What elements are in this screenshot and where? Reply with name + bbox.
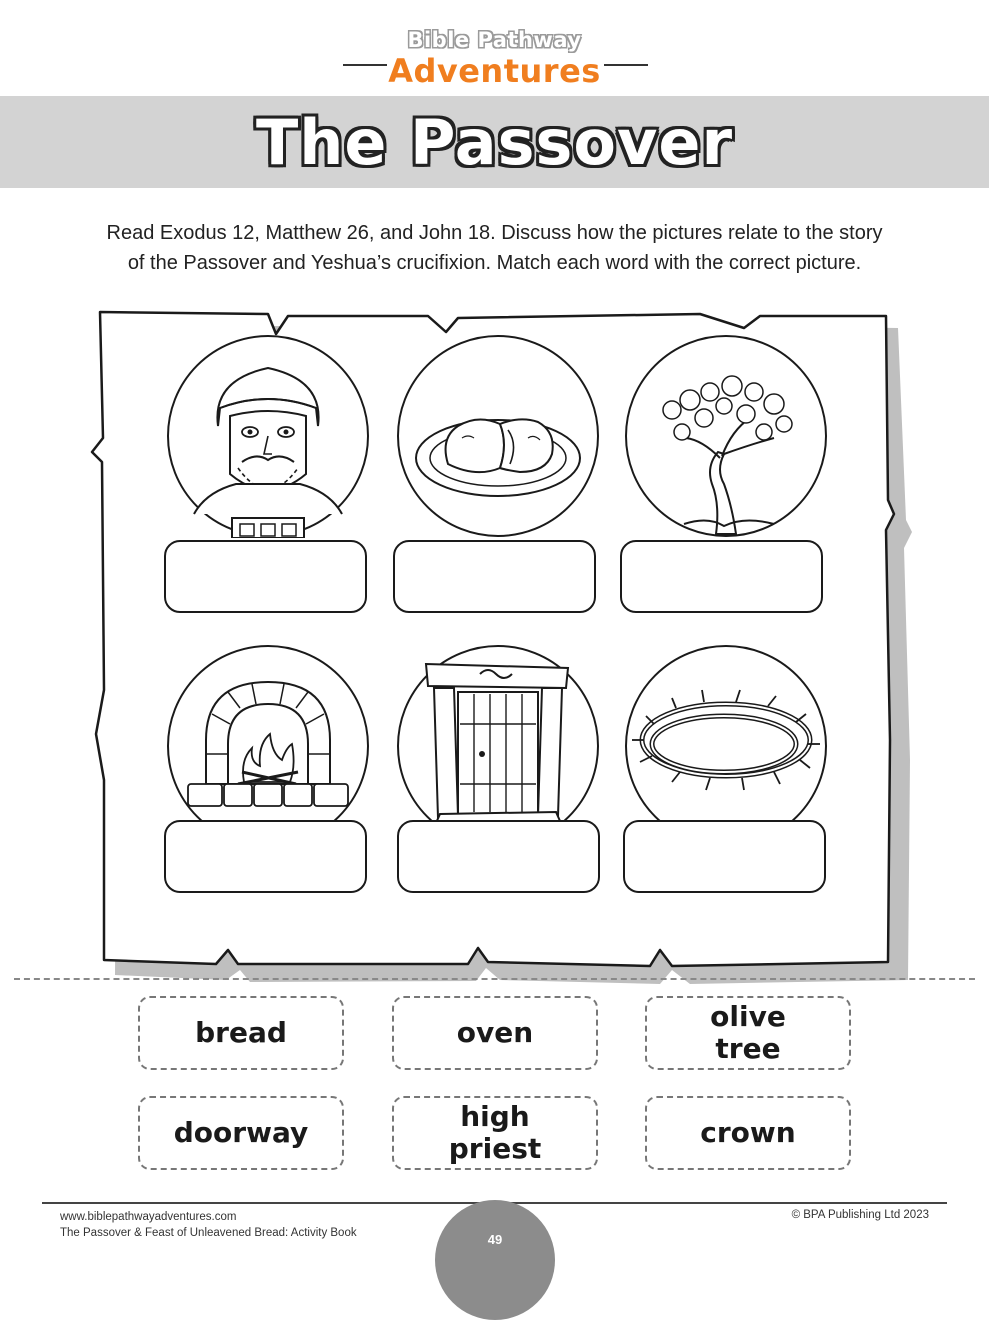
logo-line-1: Bible Pathway <box>407 28 582 52</box>
instructions-line-2: of the Passover and Yeshua’s crucifixion. Match each word with the correct picture. <box>127 252 862 274</box>
word-card-line-1: olive <box>710 1000 786 1033</box>
word-card-text: doorway <box>173 1116 309 1149</box>
title-banner <box>0 96 989 188</box>
word-card-line-1: high <box>460 1100 530 1133</box>
instructions-line-1: Read Exodus 12, Matthew 26, and John 18. Discuss how the pictures relate to the story <box>106 222 883 244</box>
olive-tree-picture <box>624 334 828 538</box>
footer-copyright: © BPA Publishing Ltd 2023 <box>791 1209 929 1221</box>
answer-box-6[interactable] <box>623 820 826 893</box>
word-card-bread[interactable] <box>138 996 344 1070</box>
word-card-oven[interactable] <box>392 996 598 1070</box>
word-card-olive-tree[interactable] <box>645 996 851 1070</box>
word-card-text <box>420 1101 570 1165</box>
oven-picture <box>166 644 370 848</box>
answer-box-2[interactable] <box>393 540 596 613</box>
footer-website-link[interactable]: www.biblepathwayadventures.com <box>60 1211 237 1223</box>
word-card-doorway[interactable] <box>138 1096 344 1170</box>
page-title: The Passover <box>255 105 734 179</box>
word-card-text: crown <box>700 1116 796 1149</box>
page-number-tab <box>435 1200 555 1320</box>
word-card-line-2: priest <box>448 1132 542 1165</box>
answer-box-1[interactable] <box>164 540 367 613</box>
word-card-text <box>673 1001 823 1065</box>
word-card-text: oven <box>456 1016 534 1049</box>
footer-left <box>60 1209 357 1241</box>
page-number: 49 <box>487 1232 503 1247</box>
answer-box-4[interactable] <box>164 820 367 893</box>
answer-box-5[interactable] <box>397 820 600 893</box>
bread-picture <box>396 334 600 538</box>
answer-box-3[interactable] <box>620 540 823 613</box>
doorway-picture <box>396 644 600 848</box>
logo-line-2: Adventures <box>388 52 601 90</box>
footer-book-title: The Passover & Feast of Unleavened Bread: Activity Book <box>60 1227 357 1239</box>
cut-line <box>14 978 975 980</box>
instructions <box>60 218 929 278</box>
brand-logo <box>0 22 989 94</box>
word-card-crown[interactable] <box>645 1096 851 1170</box>
word-card-text: bread <box>195 1016 287 1049</box>
word-card-line-2: tree <box>715 1032 781 1065</box>
word-card-high-priest[interactable] <box>392 1096 598 1170</box>
high-priest-picture <box>166 334 370 538</box>
crown-of-thorns-picture <box>624 644 828 848</box>
